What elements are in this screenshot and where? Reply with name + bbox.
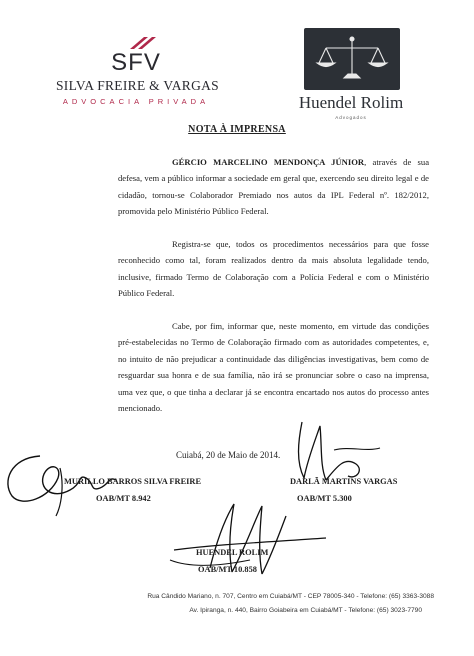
- signatory-oab-2: OAB/MT 5.300: [297, 494, 352, 503]
- huendel-tagline: Advogados: [335, 115, 367, 120]
- signatory-name-2: DARLÃ MARTINS VARGAS: [290, 477, 398, 486]
- huendel-rolim-logo: [286, 14, 416, 124]
- sfv-mark-icon: [122, 36, 162, 50]
- sfv-firm-name: SILVA FREIRE & VARGAS: [56, 78, 219, 93]
- huendel-logo-box: [304, 28, 400, 90]
- signatory-name-1: MURILLO BARROS SILVA FREIRE: [64, 477, 202, 486]
- document-title: NOTA À IMPRENSA: [188, 124, 286, 135]
- signatory-oab-1: OAB/MT 8.942: [96, 494, 151, 503]
- scales-of-justice-icon: [304, 28, 400, 90]
- paragraph-3: Cabe, por fim, informar que, neste momento, em virtude das condições pré-estabelecidas no Termo de Colaboração firmado com as autoridades competentes, e, no intuito de não prejudicar a continuidade das diligências investigativas, bem como de resguardar sua honra e de sua família, não irá se pronunciar sobre o caso na imprensa, uma vez que, o que tinha a declarar já se encontra encartado nos autos do processo antes mencionado.: [118, 321, 429, 414]
- paragraph-1: [118, 154, 429, 220]
- signatory-name-3: HUENDEL ROLIM: [196, 548, 269, 557]
- sfv-letters: SFV: [111, 49, 161, 76]
- place-date: Cuiabá, 20 de Maio de 2014.: [176, 450, 281, 460]
- footer-address-2: Av. Ipiranga, n. 440, Bairro Goiabeira em Cuiabá/MT - Telefone: (65) 3023-7790: [189, 607, 422, 614]
- sfv-logo: [56, 36, 219, 116]
- huendel-firm-name: Huendel Rolim: [298, 93, 404, 112]
- paragraph-1-text: , através de sua defesa, vem a público informar a sociedade em geral que, exercendo seu direito legal e de cidadão, tornou-se Colaborador Premiado nos autos da IPL Federal nº. 182/2012, promovida pelo Ministério Público Federal.: [118, 157, 430, 217]
- sfv-tagline: ADVOCACIA PRIVADA: [62, 97, 210, 106]
- client-name: GÉRCIO MARCELINO MENDONÇA JÚNIOR: [172, 157, 365, 167]
- footer-address-1: Rua Cândido Mariano, n. 707, Centro em Cuiabá/MT - CEP 78005-340 - Telefone: (65) 3363-3088: [147, 593, 434, 600]
- paragraph-2: Registra-se que, todos os procedimentos necessários para que fosse reconhecido como tal, foram realizados dentro da mais absoluta legalidade tendo, inclusive, firmado Termo de Colaboração com a Polícia Federal e com o Ministério Público Federal.: [118, 239, 429, 299]
- signatory-oab-3: OAB/MT 10.858: [198, 565, 257, 574]
